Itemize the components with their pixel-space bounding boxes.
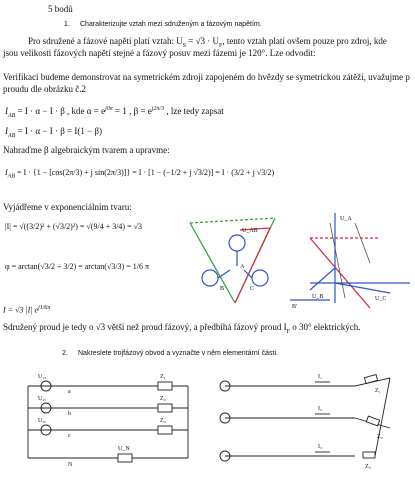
phasor-green-3: [190, 218, 275, 223]
phasor-blue-2: [310, 268, 335, 290]
left-load-n: [118, 454, 132, 462]
eq6-sup: j1/6π: [38, 305, 51, 311]
label-ua: U_A: [340, 216, 352, 222]
eq3-prefix: I: [5, 168, 8, 177]
right-label-i3: I₃: [318, 444, 323, 450]
equation-4: |I| = √((3/2)² + (√3/2)²) = √(9/4 + 3/4) = √3: [5, 222, 142, 231]
left-node-a: a: [68, 389, 71, 395]
left-load-3: [158, 426, 172, 434]
phasor-diagram: [180, 208, 415, 318]
left-node-c: c: [68, 433, 71, 439]
right-label-z3: Z₃: [365, 464, 371, 470]
eq2-sub: AB: [8, 132, 16, 139]
para1-rest: , tento vztah platí ovšem pouze pro zdroj, kde: [222, 36, 387, 46]
right-load-2: [366, 416, 379, 426]
equation-1: [5, 106, 224, 119]
conclusion-sub: F: [286, 328, 290, 335]
label-c: C: [250, 286, 255, 292]
eq1-mid: = 1 , β = e: [112, 106, 152, 116]
right-load-1: [364, 375, 377, 384]
equation-5: φ = arctan(√3/2 ÷ 3/2) = arctan(√3/3) = 1/6 π: [5, 262, 149, 271]
wire-c: [244, 270, 252, 278]
page-heading: 5 bodů: [48, 4, 73, 14]
eq6-prefix: I = √3 |I| e: [3, 305, 39, 315]
left-node-n: N: [68, 462, 73, 468]
right-label-z2: Z₂: [377, 434, 383, 440]
label-b: B: [220, 286, 225, 292]
eq3-sub: AB: [7, 173, 16, 180]
question-1-number: 1.: [64, 21, 70, 28]
equation-3: [5, 168, 274, 180]
para1-sub-s: S: [182, 42, 187, 49]
left-label-u1: U₁ₐ: [38, 374, 47, 380]
para4: Vyjádřeme v exponenciálním tvaru:: [3, 202, 132, 212]
left-label-z1: Z₁: [160, 374, 166, 380]
conclusion-main: Sdružený proud je tedy o √3 větší než proud fázový, a předbíhá fázový proud I: [3, 322, 287, 332]
right-label-i2: I₂: [318, 406, 323, 412]
eq2-body: = I · α − I · β = I(1 − β): [15, 126, 102, 136]
source-circle-a: [229, 235, 245, 251]
conclusion: [3, 322, 361, 338]
label-uc: U_C: [375, 296, 387, 302]
left-label-z3: Z₃: [160, 418, 166, 424]
left-label-un: U_N: [118, 446, 130, 452]
eq1-body: = I · α − I · β , kde α = e: [15, 106, 106, 116]
right-label-z1: Z₁: [375, 388, 381, 394]
eq1-sup: j0π: [105, 106, 113, 112]
right-label-i1: I₁: [318, 374, 323, 380]
left-label-u2: U₂ₐ: [38, 396, 47, 402]
eq1-sup2: j2π/3: [151, 106, 165, 112]
question-1-text: Charakterizujte vztah mezi sdruženým a fázovým napětím.: [80, 21, 262, 28]
para2-line1: Verifikaci budeme demonstrovat na symetrickém zdroji zapojeném do hvězdy se symetrickou zátěží, uvažujme p: [3, 72, 410, 82]
eq1-prefix: I: [5, 106, 8, 116]
left-load-1: [158, 382, 172, 390]
para3: Nahraďme β algebraickým tvarem a upravme:: [3, 145, 170, 155]
label-uab: U_AB: [242, 228, 258, 234]
label-b-prime: B': [292, 304, 298, 310]
right-load-3: [363, 452, 375, 458]
question-2-number: 2.: [62, 350, 68, 357]
phasor-green-1: [190, 223, 235, 303]
equation-6: [3, 305, 50, 315]
wire-b: [218, 270, 230, 278]
para1-line2: jsou velikosti fázových napětí stejné a fázový posuv mezi fázemi je 120°. Lze odvodit:: [3, 48, 316, 58]
eq1-sub: AB: [8, 112, 16, 119]
left-circuit: [18, 368, 198, 478]
phasor-gray-2: [355, 223, 370, 263]
source-circle-c: [252, 270, 268, 286]
para1-sub-f: F: [219, 42, 223, 49]
para2-line2: proudu dle obrázku č.2: [3, 84, 86, 94]
para1-eq: = √3 · U: [186, 36, 220, 46]
left-load-2: [158, 404, 172, 412]
para1-start: Pro sdružené a fázové napětí platí vztah: U: [28, 36, 183, 46]
eq1-tail: , lze tedy zapsat: [164, 106, 224, 116]
eq2-prefix: I: [5, 126, 8, 136]
label-ub: U_B: [312, 294, 324, 300]
right-circuit: [215, 368, 405, 478]
equation-2: [5, 126, 102, 139]
eq3-body: = I · {1 − [cos(2π/3) + j sin(2π/3)]} = I · [1 − (−1/2 + j √3/2)] = I · (3/2 + j √3/2): [15, 168, 275, 177]
label-a: A: [240, 264, 245, 270]
left-node-b: b: [68, 411, 71, 417]
question-2-text: Nakreslete trojfázový obvod a vyznačte v něm elementární části.: [78, 350, 278, 357]
left-label-z2: Z₂: [160, 396, 166, 402]
left-label-u3: U₃ₐ: [38, 418, 47, 424]
conclusion-tail: o 30° elektrických.: [289, 322, 361, 332]
source-circle-b: [202, 270, 218, 286]
phasor-gray-1: [330, 223, 345, 298]
